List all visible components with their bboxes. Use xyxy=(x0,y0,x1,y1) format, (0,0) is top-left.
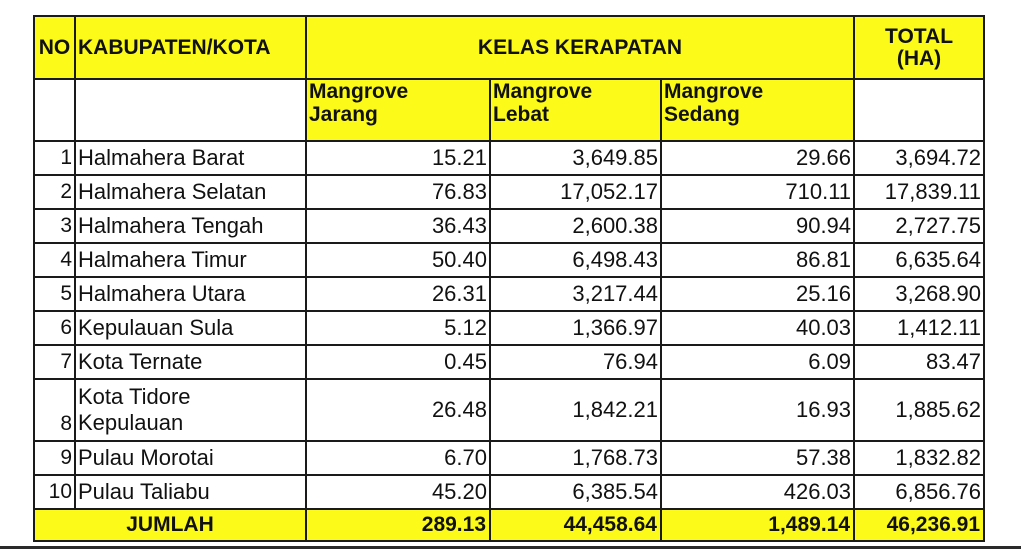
row-lebat: 2,600.38 xyxy=(490,209,661,243)
row-total: 1,885.62 xyxy=(854,379,984,441)
row-no: 1 xyxy=(34,141,75,175)
row-no: 2 xyxy=(34,175,75,209)
row-no: 8 xyxy=(34,379,75,441)
row-lebat: 6,385.54 xyxy=(490,475,661,509)
row-region: Halmahera Barat xyxy=(75,141,306,175)
row-region: Kota Ternate xyxy=(75,345,306,379)
row-lebat: 76.94 xyxy=(490,345,661,379)
totals-lebat: 44,458.64 xyxy=(490,509,661,541)
row-region: Kepulauan Sula xyxy=(75,311,306,345)
row-total: 3,694.72 xyxy=(854,141,984,175)
row-no: 6 xyxy=(34,311,75,345)
row-no: 4 xyxy=(34,243,75,277)
row-sedang: 710.11 xyxy=(661,175,854,209)
subheader-sedang-line1: Mangrove xyxy=(664,80,764,103)
row-sedang: 426.03 xyxy=(661,475,854,509)
row-sedang: 40.03 xyxy=(661,311,854,345)
header-total-line2: (HA) xyxy=(896,46,942,70)
row-jarang: 26.48 xyxy=(306,379,490,441)
row-jarang: 36.43 xyxy=(306,209,490,243)
row-region-line2: Kepulauan xyxy=(78,410,184,435)
row-lebat: 3,649.85 xyxy=(490,141,661,175)
row-region xyxy=(75,379,306,441)
row-sedang: 57.38 xyxy=(661,441,854,475)
header-row xyxy=(34,16,984,79)
row-no: 9 xyxy=(34,441,75,475)
row-region: Pulau Taliabu xyxy=(75,475,306,509)
row-no: 10 xyxy=(34,475,75,509)
subheader-empty-region xyxy=(75,79,306,141)
table-row xyxy=(34,209,984,243)
totals-total: 46,236.91 xyxy=(854,509,984,541)
row-jarang: 0.45 xyxy=(306,345,490,379)
row-sedang: 86.81 xyxy=(661,243,854,277)
row-jarang: 6.70 xyxy=(306,441,490,475)
table-row xyxy=(34,141,984,175)
subheader-mangrove-lebat xyxy=(490,79,661,141)
row-total: 1,412.11 xyxy=(854,311,984,345)
totals-jarang: 289.13 xyxy=(306,509,490,541)
header-region: KABUPATEN/KOTA xyxy=(75,16,306,79)
row-sedang: 29.66 xyxy=(661,141,854,175)
table-row xyxy=(34,277,984,311)
row-region-line1: Kota Tidore xyxy=(78,384,191,409)
row-total: 6,635.64 xyxy=(854,243,984,277)
row-sedang: 25.16 xyxy=(661,277,854,311)
row-region: Halmahera Utara xyxy=(75,277,306,311)
row-region: Halmahera Selatan xyxy=(75,175,306,209)
mangrove-density-table xyxy=(33,15,985,542)
bottom-divider xyxy=(0,546,1021,549)
row-no: 3 xyxy=(34,209,75,243)
subheader-jarang-line1: Mangrove xyxy=(309,80,409,103)
row-lebat: 3,217.44 xyxy=(490,277,661,311)
row-total: 17,839.11 xyxy=(854,175,984,209)
subheader-lebat-line2: Lebat xyxy=(493,103,550,126)
row-lebat: 17,052.17 xyxy=(490,175,661,209)
row-total: 1,832.82 xyxy=(854,441,984,475)
row-region: Pulau Morotai xyxy=(75,441,306,475)
subheader-mangrove-jarang xyxy=(306,79,490,141)
table-row xyxy=(34,175,984,209)
header-total xyxy=(854,16,984,79)
row-sedang: 90.94 xyxy=(661,209,854,243)
row-jarang: 76.83 xyxy=(306,175,490,209)
row-jarang: 50.40 xyxy=(306,243,490,277)
table-row xyxy=(34,441,984,475)
table-row xyxy=(34,475,984,509)
row-no: 7 xyxy=(34,345,75,379)
row-total: 2,727.75 xyxy=(854,209,984,243)
totals-label: JUMLAH xyxy=(34,509,306,541)
table-row xyxy=(34,345,984,379)
row-lebat: 1,768.73 xyxy=(490,441,661,475)
row-lebat: 1,366.97 xyxy=(490,311,661,345)
header-no: NO xyxy=(34,16,75,79)
subheader-row xyxy=(34,79,984,141)
header-density-class: KELAS KERAPATAN xyxy=(306,16,854,79)
row-region: Halmahera Timur xyxy=(75,243,306,277)
subheader-empty-total xyxy=(854,79,984,141)
subheader-lebat-line1: Mangrove xyxy=(493,80,593,103)
subheader-empty-no xyxy=(34,79,75,141)
row-jarang: 45.20 xyxy=(306,475,490,509)
row-sedang: 16.93 xyxy=(661,379,854,441)
totals-sedang: 1,489.14 xyxy=(661,509,854,541)
row-jarang: 5.12 xyxy=(306,311,490,345)
row-no: 5 xyxy=(34,277,75,311)
table-row xyxy=(34,311,984,345)
header-total-line1: TOTAL xyxy=(885,24,954,48)
table-row xyxy=(34,379,984,441)
table-row xyxy=(34,243,984,277)
totals-row xyxy=(34,509,984,541)
subheader-jarang-line2: Jarang xyxy=(309,103,378,126)
row-total: 83.47 xyxy=(854,345,984,379)
row-jarang: 15.21 xyxy=(306,141,490,175)
row-total: 6,856.76 xyxy=(854,475,984,509)
row-total: 3,268.90 xyxy=(854,277,984,311)
subheader-sedang-line2: Sedang xyxy=(664,103,740,126)
row-region: Halmahera Tengah xyxy=(75,209,306,243)
row-lebat: 6,498.43 xyxy=(490,243,661,277)
row-sedang: 6.09 xyxy=(661,345,854,379)
subheader-mangrove-sedang xyxy=(661,79,854,141)
row-jarang: 26.31 xyxy=(306,277,490,311)
row-lebat: 1,842.21 xyxy=(490,379,661,441)
